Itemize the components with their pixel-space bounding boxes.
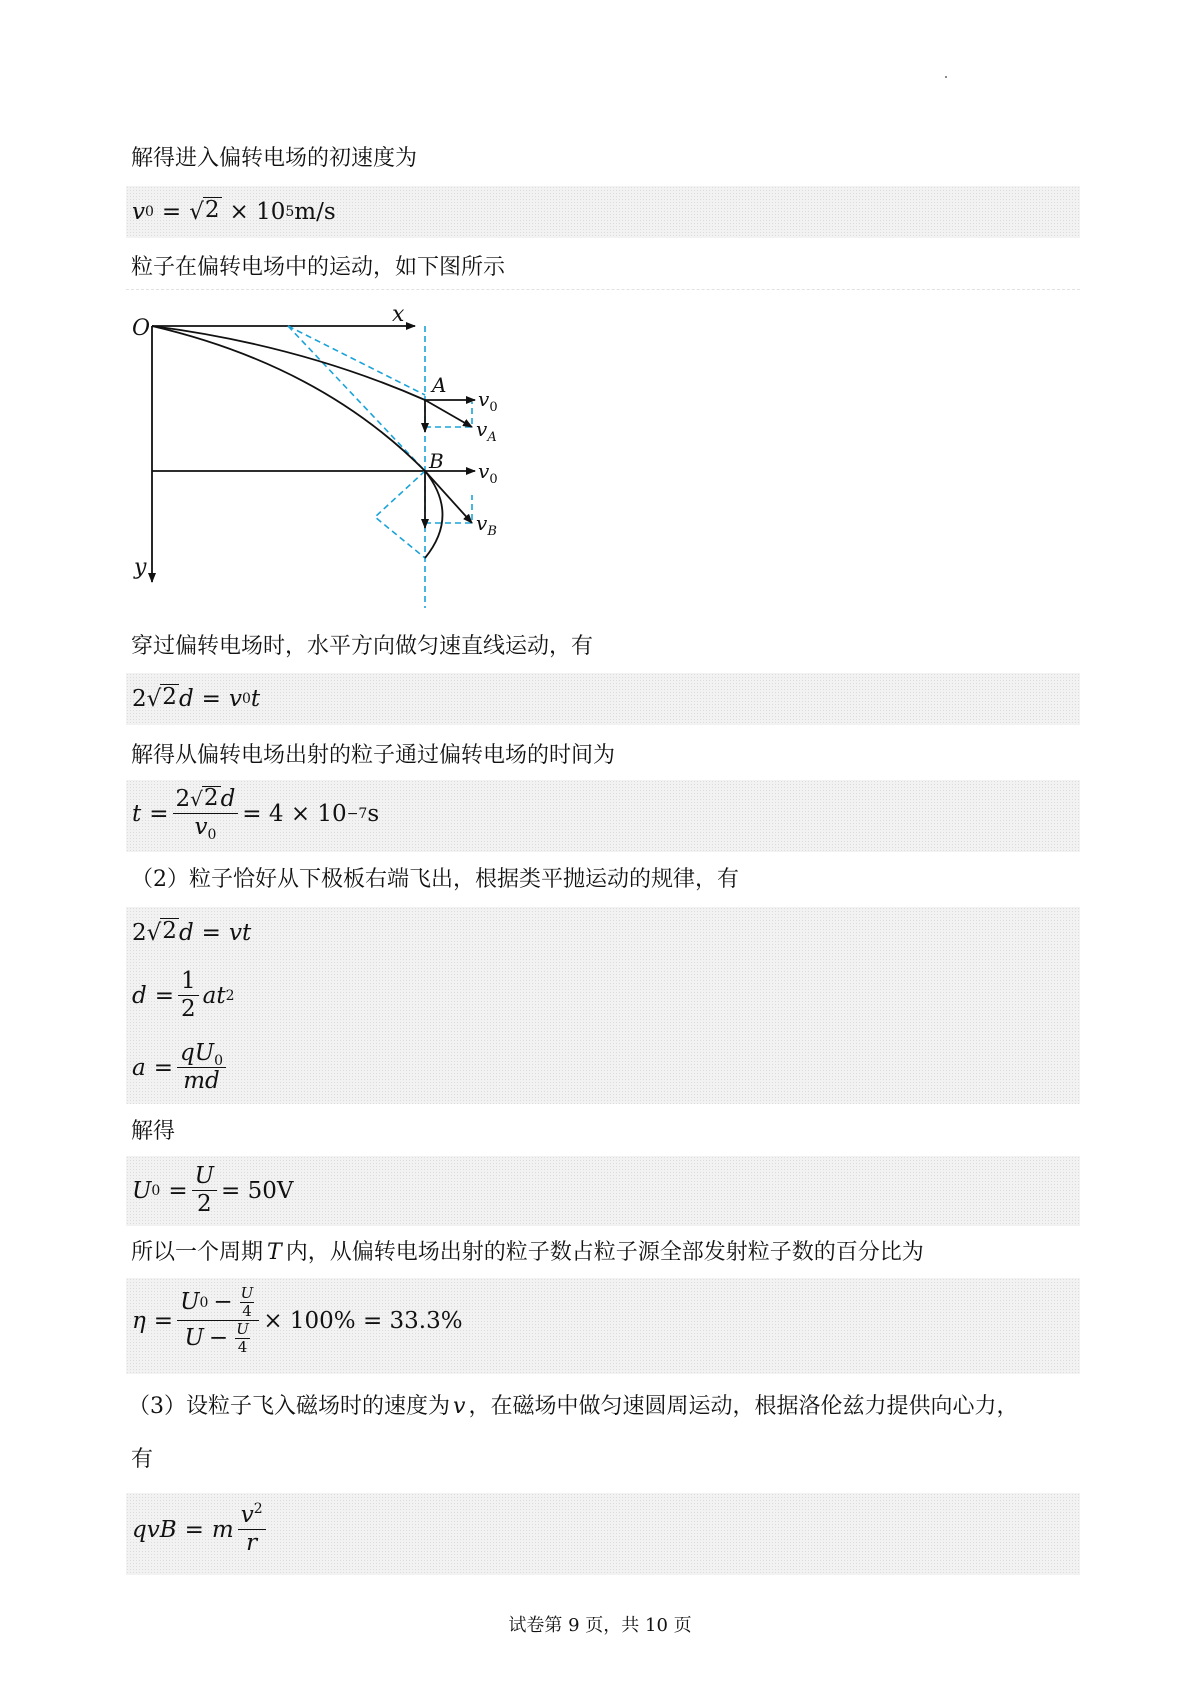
equation-v0: v 0 = √ 2 × 10 5 m/s <box>132 197 336 225</box>
equation-eta: η = U 0 − $\frac{U}{4}$ U − $\frac{U}{4}$ × 100% = 33.3% <box>132 1284 463 1356</box>
eq3-rhs: = 4 × 10 <box>242 800 347 827</box>
equation-2rt2d: 2 √ 2 d = v 0 t <box>132 684 261 712</box>
paragraph-percentage: 所以一个周期 T 内，从偏转电场出射的粒子数占粒子源全部发射粒子数的百分比为 <box>131 1240 924 1265</box>
trajectory-b <box>152 326 425 471</box>
equation-d: d = $\frac{1}{2}$ at 2 <box>132 968 235 1022</box>
page-footer: 试卷第 9 页，共 10 页 <box>508 1615 692 1636</box>
page-dot <box>945 76 947 78</box>
label-point-a: A <box>432 373 447 397</box>
equation-time: t = 2 √ 2 d $v_0$ = 4 × 10 −7 s <box>132 785 380 843</box>
equation-box-4 <box>126 907 1080 1104</box>
paragraph-time: 解得从偏转电场出射的粒子通过偏转电场的时间为 <box>131 743 616 768</box>
label-point-b: B <box>429 449 444 473</box>
label-vb: $v_B$ <box>476 511 497 539</box>
label-v0-a: $v_0$ <box>478 387 498 415</box>
paragraph-part2: （2）粒子恰好从下极板右端飞出，根据类平抛运动的规律，有 <box>131 867 739 892</box>
equation-a: a = $\frac{qU_0}{md}$ <box>132 1040 230 1095</box>
eq1-tail: × 10 <box>229 199 286 225</box>
guide-lines <box>288 326 472 608</box>
paragraph-part3: （3）设粒子飞入磁场时的速度为 v ，在磁场中做匀速圆周运动，根据洛伦兹力提供向心力， <box>128 1394 1019 1419</box>
trajectory-circle <box>425 471 443 558</box>
deflection-diagram <box>120 290 520 610</box>
eq1-unit: m/s <box>294 199 336 225</box>
eq3-unit: s <box>367 800 380 827</box>
equation-u0: U 0 = $\frac{U}{2}$ = 50V <box>132 1163 294 1217</box>
paragraph-solve: 解得 <box>131 1119 176 1144</box>
label-y: y <box>134 555 147 580</box>
label-v0-b: $v_0$ <box>478 459 498 487</box>
paragraph-initial-velocity: 解得进入偏转电场的初速度为 <box>131 146 418 171</box>
paragraph-uniform-motion: 穿过偏转电场时，水平方向做匀速直线运动，有 <box>131 634 594 659</box>
equation-lorentz: qvB = m $\frac{v^2}{r}$ <box>132 1502 270 1557</box>
label-origin: O <box>132 316 151 341</box>
equation-vt: 2 √ 2 d = vt <box>132 918 252 946</box>
equation-box-2 <box>126 673 1080 725</box>
label-va: $v_A$ <box>476 417 497 445</box>
eq7-rhs: = 50V <box>220 1177 294 1204</box>
eq8-rhs: × 100% = 33.3% <box>263 1307 463 1334</box>
paragraph-have: 有 <box>131 1447 154 1472</box>
label-x: x <box>392 302 405 327</box>
paragraph-motion-figure: 粒子在偏转电场中的运动，如下图所示 <box>131 255 506 280</box>
